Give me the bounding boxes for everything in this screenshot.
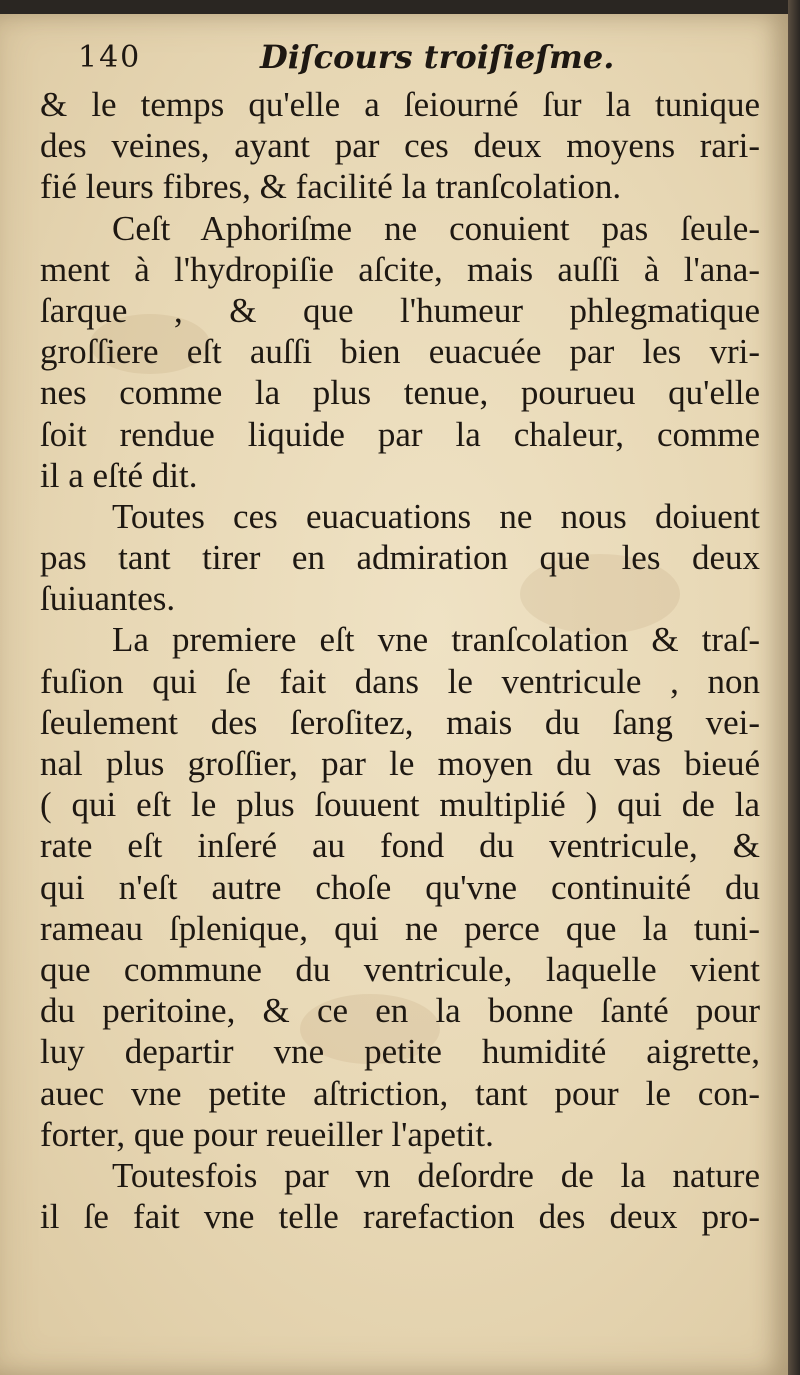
text-line: Toutesfois par vn deſordre de la nature bbox=[112, 1155, 760, 1195]
text-line: nes comme la plus tenue, pourueu qu'elle bbox=[40, 373, 760, 413]
text-line: auec vne petite aſtriction, tant pour le con- bbox=[40, 1073, 760, 1113]
text-line: & le temps qu'elle a ſeiourné ſur la tunique bbox=[40, 85, 760, 124]
text-line: forter, que pour reueiller l'apetit. bbox=[40, 1114, 494, 1154]
book-page bbox=[0, 14, 788, 1375]
body-text bbox=[40, 84, 760, 1334]
text-line: rate eſt inſeré au fond du ventricule, & bbox=[40, 826, 760, 866]
text-line: nal plus groſſier, par le moyen du vas bieué bbox=[40, 744, 760, 783]
text-line: ſoit rendue liquide par la chaleur, comme bbox=[40, 414, 760, 454]
text-line: La premiere eſt vne tranſcolation & traſ- bbox=[112, 620, 760, 660]
page-number: 140 bbox=[78, 40, 142, 75]
text-line: du peritoine, & ce en la bonne ſanté pour bbox=[40, 991, 760, 1031]
text-line: ſeulement des ſeroſitez, mais du ſang vei- bbox=[40, 702, 760, 742]
text-line: que commune du ventricule, laquelle vient bbox=[40, 949, 760, 989]
text-line: groſſiere eſt auſſi bien euacuée par les vri- bbox=[40, 332, 760, 372]
page-header bbox=[78, 36, 738, 88]
text-line: luy departir vne petite humidité aigrette, bbox=[40, 1032, 760, 1072]
text-line: Toutes ces euacuations ne nous doiuent bbox=[112, 496, 760, 536]
book-gutter-edge bbox=[788, 0, 800, 1375]
text-line: rameau ſplenique, qui ne perce que la tuni- bbox=[40, 908, 760, 948]
text-line: Ceſt Aphoriſme ne conuient pas ſeule- bbox=[112, 208, 760, 248]
text-line: fuſion qui ſe fait dans le ventricule , non bbox=[40, 661, 760, 701]
text-line: qui n'eſt autre choſe qu'vne continuité du bbox=[40, 867, 760, 907]
text-line: il ſe fait vne telle rarefaction des deux pro- bbox=[40, 1197, 760, 1237]
running-title: Diſcours troiſieſme. bbox=[260, 38, 615, 76]
text-line: ſarque , & que l'humeur phlegmatique bbox=[40, 290, 760, 330]
text-line: ſuiuantes. bbox=[40, 579, 176, 619]
text-line: ment à l'hydropiſie aſcite, mais auſſi à l'ana- bbox=[40, 249, 760, 289]
text-line: il a eſté dit. bbox=[40, 455, 198, 495]
text-line: pas tant tirer en admiration que les deux bbox=[40, 538, 760, 578]
text-line: fié leurs fibres, & facilité la tranſcolation. bbox=[40, 167, 622, 207]
text-line: ( qui eſt le plus ſouuent multiplié ) qui de la bbox=[40, 785, 760, 825]
text-line: des veines, ayant par ces deux moyens rari- bbox=[40, 126, 760, 166]
